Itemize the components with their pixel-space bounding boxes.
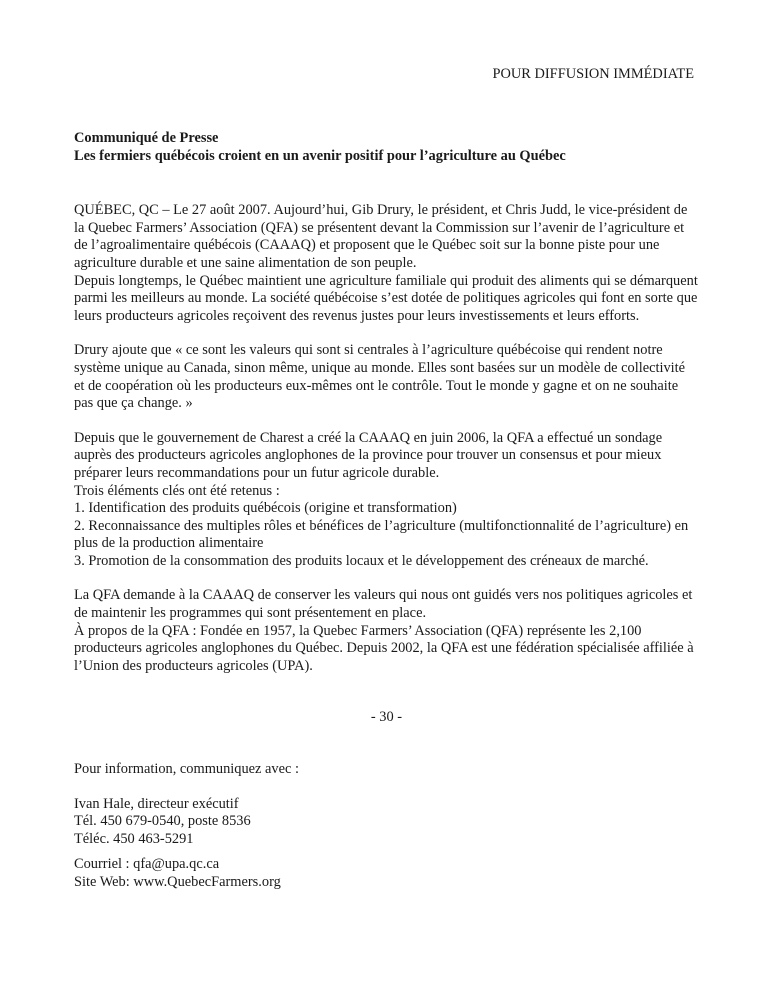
contact-website: Site Web: www.QuebecFarmers.org <box>74 874 281 890</box>
title-block <box>74 130 699 165</box>
paragraph-key-elements-intro: Trois éléments clés ont été retenus : <box>74 482 280 499</box>
document-type: Communiqué de Presse <box>74 130 219 146</box>
paragraph-quote: Drury ajoute que « ce sont les valeurs qui sont si centrales à l’agriculture québécoise qui rendent notre système unique au Canada, sinon même, unique au monde. Elles sont basées sur un modèle de collectivité et de coopération où les producteurs eux-mêmes ont le contrôle. Tout le monde y gagne et on ne souhaite pas que ça change. » <box>74 342 686 412</box>
contact-intro: Pour information, communiquez avec : <box>74 761 299 778</box>
paragraph-intro: QUÉBEC, QC – Le 27 août 2007. Aujourd’hui, Gib Drury, le président, et Chris Judd, le vice-président de la Quebec Farmers’ Association (QFA) se présentent devant la Commission sur l’avenir de l’agriculture et de l’agroalimentaire québécois (CAAAQ) et proposent que le Québec soit sur la bonne piste pour une agriculture durable et une saine alimentation de son peuple. <box>74 202 688 271</box>
list-item: 2. Reconnaissance des multiples rôles et bénéfices de l’agriculture (multifonctionnalité de l’agriculture) en plus de la production alimentaire <box>74 517 689 552</box>
contact-name: Ivan Hale, directeur exécutif <box>74 795 239 812</box>
headline: Les fermiers québécois croient en un avenir positif pour l’agriculture au Québec <box>74 147 566 164</box>
document-content <box>74 130 699 892</box>
paragraph-about: À propos de la QFA : Fondée en 1957, la Quebec Farmers’ Association (QFA) représente les 2,100 producteurs agricoles anglophones du Québec. Depuis 2002, la QFA est une fédération spécialisée affiliée à l’Union des producteurs agricoles (UPA). <box>74 622 694 674</box>
paragraph-request: La QFA demande à la CAAAQ de conserver les valeurs qui nous ont guidés vers nos politiques agricoles et de maintenir les programmes qui sont présentement en place. <box>74 587 693 622</box>
contact-email: Courriel : qfa@upa.qc.ca <box>74 856 220 873</box>
paragraph-survey: Depuis que le gouvernement de Charest a créé la CAAAQ en juin 2006, la QFA a effectué un sondage auprès des producteurs agricoles anglophones de la province pour trouver un consensus et pour mieux préparer leurs recommandations pour un futur agricole durable. <box>74 429 663 481</box>
paragraph-background: Depuis longtemps, le Québec maintient une agriculture familiale qui produit des aliments qui se démarquent parmi les meilleurs au monde. La société québécoise s’est dotée de politiques agricoles qui font en sorte que leurs producteurs agricoles reçoivent des revenus justes pour leurs investissements et leurs efforts. <box>74 272 698 324</box>
contact-phone: Tél. 450 679-0540, poste 8536 <box>74 813 251 830</box>
list-item: 3. Promotion de la consommation des produits locaux et le développement des créneaux de marché. <box>74 552 649 569</box>
list-item: 1. Identification des produits québécois (origine et transformation) <box>74 500 457 517</box>
end-mark: - 30 - <box>370 709 403 726</box>
release-notice: POUR DIFFUSION IMMÉDIATE <box>492 66 694 82</box>
contact-fax: Téléc. 450 463-5291 <box>74 830 194 847</box>
